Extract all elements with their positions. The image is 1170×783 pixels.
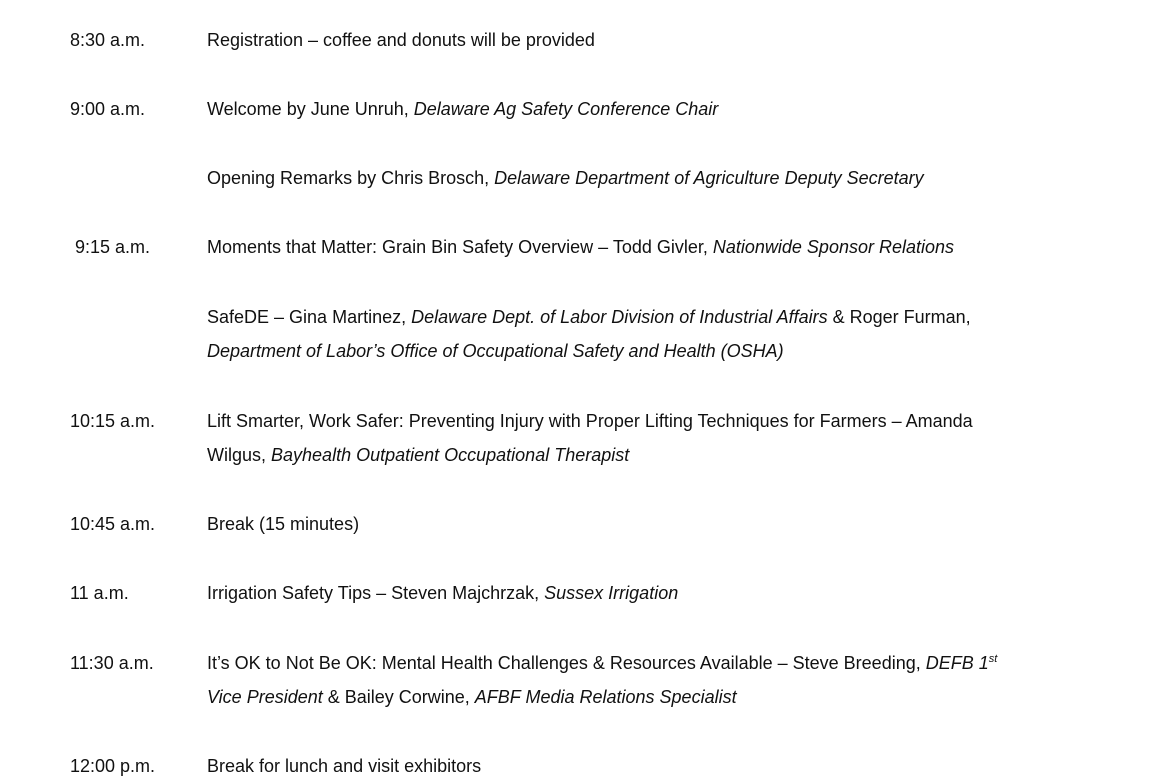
session-description: [207, 230, 1107, 264]
italic-title: Nationwide Sponsor Relations: [712, 237, 955, 257]
session-description: [207, 404, 1107, 472]
italic-title: AFBF Media Relations Specialist: [474, 687, 737, 707]
italic-title: Delaware Ag Safety Conference Chair: [413, 99, 719, 119]
session-description: [207, 646, 1107, 714]
text-span: Opening Remarks by Chris Brosch,: [207, 168, 495, 188]
text-span: It’s OK to Not Be OK: Mental Health Challenges & Resources Available – Steve Breeding,: [207, 653, 926, 673]
text-span: SafeDE – Gina Martinez,: [207, 307, 412, 327]
text-span: Moments that Matter: Grain Bin Safety Overview – Todd Givler,: [207, 237, 713, 257]
time-label: 8:30 a.m.: [70, 30, 146, 50]
session-description: [207, 507, 1107, 541]
session-description: [207, 92, 1107, 126]
text-span: & Bailey Corwine,: [322, 687, 475, 707]
text-span: Registration – coffee and donuts will be provided: [207, 30, 595, 50]
italic-title: DEFB 1: [925, 653, 989, 673]
ordinal-superscript: st: [988, 653, 998, 665]
time-label: 11 a.m.: [70, 583, 129, 603]
italic-title: Delaware Department of Agriculture Deputy Secretary: [494, 168, 924, 188]
italic-title: Delaware Dept. of Labor Division of Industrial Affairs: [411, 307, 828, 327]
text-span: Welcome by June Unruh,: [207, 99, 414, 119]
time-label: 10:15 a.m.: [70, 411, 156, 431]
italic-title: Bayhealth Outpatient Occupational Therapist: [271, 445, 630, 465]
text-span: & Roger Furman,: [827, 307, 971, 327]
italic-title: Vice President: [207, 687, 323, 707]
text-span: Lift Smarter, Work Safer: Preventing Injury with Proper Lifting Techniques for Farmers – Amanda: [207, 411, 973, 431]
text-span: Break (15 minutes): [207, 514, 360, 534]
text-span: Wilgus,: [207, 445, 272, 465]
session-description: [207, 576, 1107, 610]
time-label: 9:00 a.m.: [70, 99, 146, 119]
time-label: 11:30 a.m.: [70, 653, 154, 673]
time-label: 12:00 p.m.: [70, 756, 156, 776]
italic-title: Department of Labor’s Office of Occupational Safety and Health (OSHA): [207, 341, 784, 361]
time-label: 10:45 a.m.: [70, 514, 156, 534]
time-label: 9:15 a.m.: [75, 237, 151, 257]
text-span: Irrigation Safety Tips – Steven Majchrzak,: [207, 583, 545, 603]
session-description: [207, 300, 1107, 368]
session-description: [207, 23, 1107, 57]
text-span: Break for lunch and visit exhibitors: [207, 756, 482, 776]
session-description: [207, 161, 1107, 195]
session-description: [207, 749, 1107, 783]
italic-title: Sussex Irrigation: [544, 583, 679, 603]
